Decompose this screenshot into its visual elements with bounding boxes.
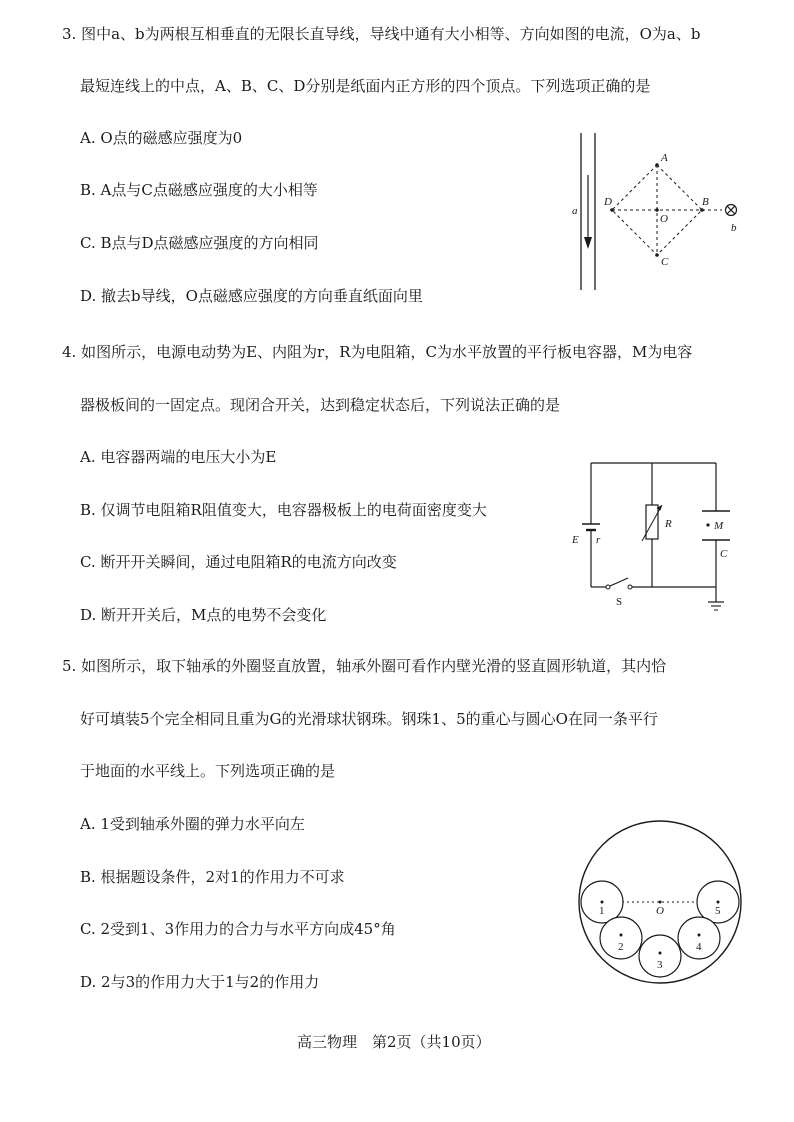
q3-option-b: B. A点与C点磁感应强度的大小相等 [80,181,318,199]
center-o [659,901,662,904]
q5-option-b: B. 根据题设条件，2对1的作用力不可求 [80,868,345,886]
point-d [610,208,614,212]
label-resistor-r: R [665,518,672,530]
label-a: A [661,152,668,164]
q4-option-b: B. 仅调节电阻箱R阻值变大，电容器极板上的电荷面密度变大 [80,501,487,519]
q5-stem-line2: 好可填装5个完全相同且重为G的光滑球状钢珠。钢珠1、5的重心与圆心O在同一条平行 [80,710,658,728]
label-ball-2: 2 [618,941,624,953]
label-b: B [702,196,709,208]
q5-option-d: D. 2与3的作用力大于1与2的作用力 [80,973,320,991]
label-d: D [604,196,612,208]
q5-option-a: A. 1受到轴承外圈的弹力水平向左 [80,815,305,833]
point-c [655,253,659,257]
label-ball-4: 4 [696,941,702,953]
q3-option-d: D. 撤去b导线，O点磁感应强度的方向垂直纸面向里 [80,287,423,305]
label-o: O [660,213,668,225]
q5-stem-line1: 5. 如图所示，取下轴承的外圈竖直放置，轴承外圈可看作内壁光滑的竖直圆形轨道，其内恰 [62,657,667,675]
page-footer: 高三物理 第2页（共10页） [297,1033,491,1051]
q5-bearing-figure [572,816,752,986]
q4-stem-line2: 器极板间的一固定点。现闭合开关，达到稳定状态后，下列说法正确的是 [80,396,561,414]
label-wire-b: b [731,222,737,234]
label-wire-a: a [572,205,578,217]
q3-option-c: C. B点与D点磁感应强度的方向相同 [80,234,319,252]
q3-stem-line1: 3. 图中a、b为两根互相垂直的无限长直导线，导线中通有大小相等、方向如图的电流，O为a、b [62,25,701,43]
label-ball-5: 5 [715,905,721,917]
current-arrow-head [584,237,592,249]
label-center-o: O [656,905,664,917]
q4-option-a: A. 电容器两端的电压大小为E [80,448,277,466]
point-b [700,208,704,212]
label-m: M [714,520,724,532]
q3-figure [560,125,760,300]
label-capacitor-c: C [720,548,728,560]
point-a [655,163,659,167]
label-s: S [616,596,623,608]
q3-option-a: A. O点的磁感应强度为0 [80,129,243,147]
q4-option-c: C. 断开开关瞬间，通过电阻箱R的电流方向改变 [80,553,397,571]
q3-stem-line2: 最短连线上的中点，A、B、C、D分别是纸面内正方形的四个顶点。下列选项正确的是 [80,77,651,95]
q4-option-d: D. 断开开关后，M点的电势不会变化 [80,606,327,624]
label-e: E [572,534,579,546]
point-m [706,523,709,526]
label-r: r [596,534,601,546]
point-o [655,208,659,212]
switch-s-icon [610,578,628,586]
q4-stem-line1: 4. 如图所示，电源电动势为E、内阻为r，R为电阻箱，C为水平放置的平行板电容器，M为电容 [62,343,693,361]
q4-circuit-figure [560,455,760,620]
q5-stem-line3: 于地面的水平线上。下列选项正确的是 [80,762,336,780]
label-ball-3: 3 [657,959,663,971]
label-ball-1: 1 [599,905,605,917]
label-c: C [661,256,669,268]
q5-option-c: C. 2受到1、3作用力的合力与水平方向成45°角 [80,920,396,938]
